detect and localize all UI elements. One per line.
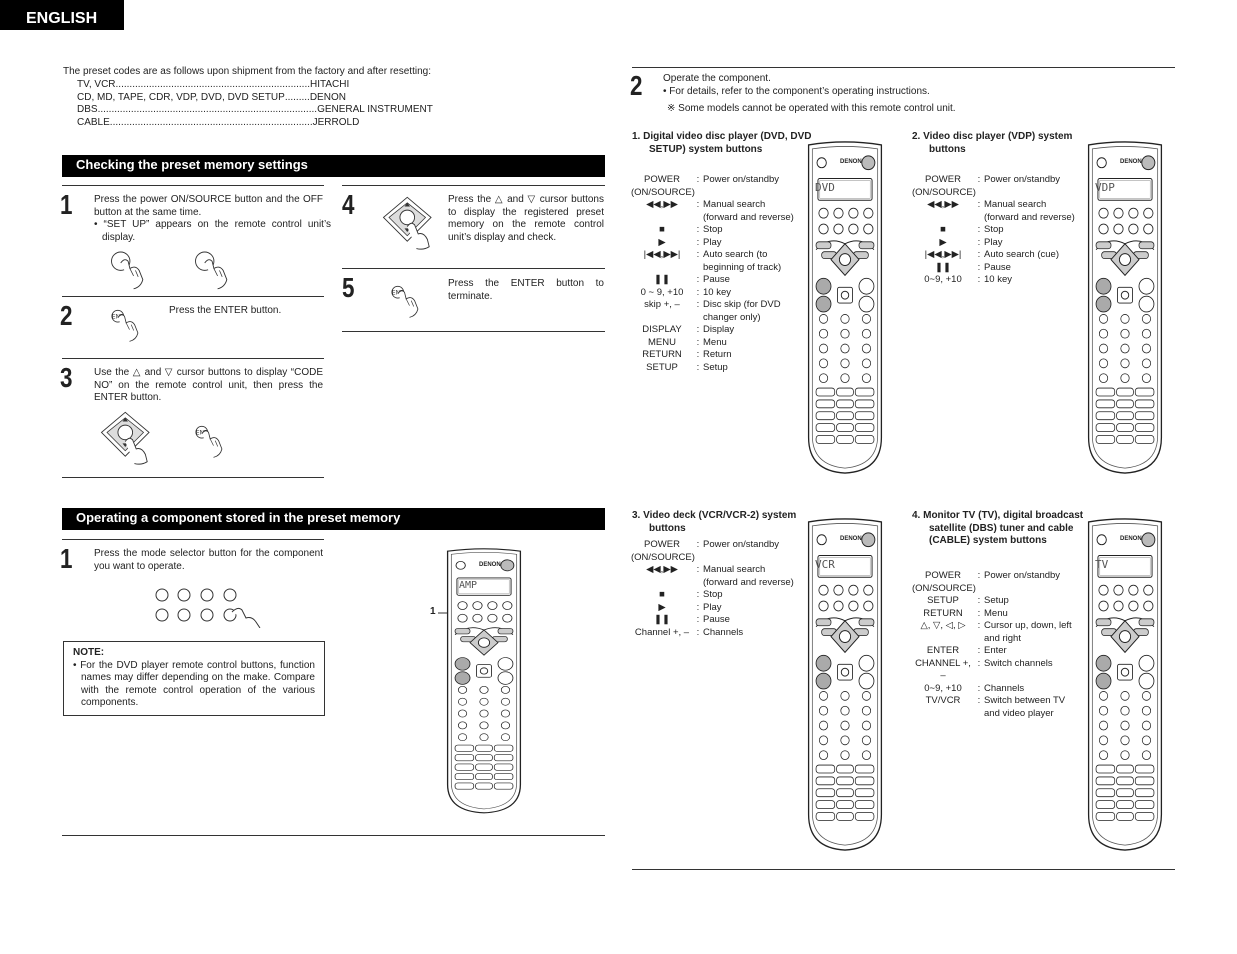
vcr-button-row bbox=[631, 614, 801, 627]
enter-button-press-icon bbox=[190, 422, 232, 460]
remote-control-tv bbox=[1083, 518, 1167, 854]
enter-button-press-icon bbox=[386, 282, 428, 320]
button-name: |◀◀,▶▶| bbox=[924, 249, 962, 260]
remote-control-dvd bbox=[803, 141, 887, 477]
remote-control-main bbox=[442, 548, 526, 816]
button-function: Stop bbox=[984, 224, 1004, 235]
vdp-button-row bbox=[912, 174, 1082, 199]
button-function: Play bbox=[984, 236, 1003, 248]
button-name: POWER (ON/SOURCE) bbox=[631, 174, 695, 198]
separator: : bbox=[977, 682, 981, 694]
preset-device: CD, MD, TAPE, CDR, VDP, DVD, DVD SETUP bbox=[77, 91, 285, 103]
note-title: NOTE: bbox=[73, 647, 105, 658]
button-function: Switch channels bbox=[984, 657, 1053, 669]
tv-button-row bbox=[912, 570, 1082, 595]
button-function: Manual search (forward and reverse) bbox=[703, 564, 794, 588]
button-name: RETURN bbox=[923, 607, 963, 619]
separator: : bbox=[696, 236, 700, 248]
preset-row bbox=[77, 79, 477, 92]
button-name: TV/VCR bbox=[925, 695, 961, 706]
preset-device: DBS bbox=[77, 104, 98, 115]
dvd-button-row bbox=[631, 174, 801, 199]
separator: : bbox=[696, 614, 700, 625]
preset-brand: GENERAL INSTRUMENT bbox=[317, 104, 433, 115]
vdp-button-row bbox=[912, 274, 1082, 287]
button-name: 0~9, +10 bbox=[924, 682, 962, 694]
dvd-button-list bbox=[631, 174, 801, 374]
dvd-button-row bbox=[631, 337, 801, 350]
power-button-press-icon bbox=[106, 248, 152, 290]
separator: : bbox=[696, 274, 700, 285]
button-function: Pause bbox=[984, 261, 1011, 273]
step-text: Press the △ and ▽ cursor buttons to display the registered preset memory on the remote control unit’s display and check. bbox=[448, 194, 604, 243]
button-name: ❚❚ bbox=[654, 274, 670, 285]
separator: : bbox=[696, 564, 700, 575]
vdp-title: 2. Video disc player (VDP) system buttons bbox=[912, 131, 1073, 155]
vcr-title: 3. Video deck (VCR/VCR-2) system buttons bbox=[632, 510, 797, 534]
vdp-button-row bbox=[912, 249, 1082, 262]
button-name: POWER (ON/SOURCE) bbox=[912, 174, 976, 198]
step-text: Press the mode selector button for the component you want to operate. bbox=[94, 548, 323, 572]
step-text: Press the power ON/SOURCE button and the OFF button at the same time. bbox=[94, 194, 323, 218]
button-function: Stop bbox=[703, 224, 723, 235]
remote-display: AMP bbox=[459, 580, 478, 591]
button-name: ◀◀,▶▶ bbox=[646, 564, 678, 575]
button-function: Power on/standby bbox=[984, 174, 1061, 185]
brand-logo: DENON bbox=[840, 536, 862, 542]
remote-display: TV bbox=[1095, 558, 1109, 571]
button-name: skip +, – bbox=[644, 299, 680, 310]
remote-control-vcr bbox=[803, 518, 887, 854]
note-box bbox=[63, 641, 325, 716]
button-name: ■ bbox=[659, 589, 665, 600]
tv-button-list bbox=[912, 570, 1082, 720]
tv-button-row bbox=[912, 645, 1082, 658]
tv-button-row bbox=[912, 658, 1082, 683]
button-function: Cursor up, down, left and right bbox=[984, 620, 1072, 644]
note-text: • For the DVD player remote control buttons, function names may differ depending on the make. Compare with the remote control operation of the various components. bbox=[73, 659, 315, 708]
button-name: POWER (ON/SOURCE) bbox=[631, 539, 695, 563]
separator: : bbox=[696, 336, 700, 348]
vcr-button-row bbox=[631, 627, 801, 640]
step-text: Operate the component. bbox=[663, 73, 771, 84]
button-function: Manual search (forward and reverse) bbox=[984, 199, 1075, 223]
mode-selector-buttons-icon bbox=[150, 586, 270, 628]
button-name: 0~9, +10 bbox=[924, 274, 962, 285]
separator: : bbox=[977, 261, 981, 273]
separator: : bbox=[696, 349, 700, 360]
separator: : bbox=[977, 645, 981, 656]
preset-brand: HITACHI bbox=[310, 79, 350, 90]
button-function: Setup bbox=[703, 361, 728, 373]
button-name: ▶ bbox=[658, 236, 666, 248]
separator: : bbox=[977, 249, 981, 260]
remote-display: VCR bbox=[815, 558, 835, 571]
button-function: Power on/standby bbox=[703, 539, 780, 550]
button-name: ■ bbox=[940, 224, 946, 235]
tv-button-row bbox=[912, 695, 1082, 720]
button-function: Stop bbox=[703, 589, 723, 600]
preset-brand: JERROLD bbox=[312, 116, 360, 128]
button-function: Channels bbox=[703, 626, 744, 638]
dvd-button-row bbox=[631, 199, 801, 224]
brand-logo: DENON bbox=[1120, 159, 1142, 165]
step-number: 5 bbox=[342, 272, 355, 303]
button-name: RETURN bbox=[642, 349, 682, 360]
button-function: 10 key bbox=[703, 286, 731, 298]
button-name: ▶ bbox=[939, 236, 947, 248]
button-name: ◀◀,▶▶ bbox=[646, 199, 678, 210]
separator: : bbox=[696, 299, 700, 310]
button-name: ❚❚ bbox=[935, 261, 951, 273]
separator: : bbox=[977, 657, 981, 669]
tv-button-row bbox=[912, 620, 1082, 645]
separator: : bbox=[977, 224, 981, 235]
button-name: ENTER bbox=[926, 645, 960, 656]
brand-logo: DENON bbox=[840, 159, 862, 165]
step-number: 2 bbox=[630, 70, 643, 101]
remote-control-vdp bbox=[1083, 141, 1167, 477]
dvd-button-row bbox=[631, 274, 801, 287]
separator: : bbox=[977, 236, 981, 248]
off-button-press-icon bbox=[190, 248, 236, 290]
step-number: 2 bbox=[60, 300, 73, 331]
vdp-button-row bbox=[912, 199, 1082, 224]
button-name: ▶ bbox=[658, 601, 666, 613]
button-name: CHANNEL +, – bbox=[915, 657, 971, 681]
section-title-checking: Checking the preset memory settings bbox=[62, 155, 605, 177]
preset-leader-dots: ...................................................................... bbox=[115, 79, 311, 90]
separator: : bbox=[696, 286, 700, 298]
preset-row bbox=[77, 104, 477, 117]
button-function: Auto search (cue) bbox=[984, 249, 1059, 260]
dvd-button-row bbox=[631, 249, 801, 274]
preset-leader-dots: ............................................................................... bbox=[97, 104, 318, 115]
preset-row bbox=[77, 92, 477, 105]
cursor-button-press-icon bbox=[96, 408, 160, 466]
dvd-button-row bbox=[631, 237, 801, 250]
vcr-button-list bbox=[631, 539, 801, 639]
separator: : bbox=[977, 570, 981, 581]
callout-label: 1 bbox=[430, 606, 436, 617]
separator: : bbox=[977, 595, 981, 606]
vdp-button-list bbox=[912, 174, 1082, 287]
preset-device: TV, VCR bbox=[77, 79, 116, 90]
separator: : bbox=[696, 249, 700, 260]
preset-brand: DENON bbox=[309, 91, 346, 103]
button-function: Return bbox=[703, 349, 732, 360]
preset-device: CABLE bbox=[77, 116, 110, 128]
button-function: Channels bbox=[984, 682, 1025, 694]
preset-leader-dots: ......................................................................... bbox=[109, 116, 313, 128]
button-function: Pause bbox=[703, 614, 730, 625]
vdp-button-row bbox=[912, 262, 1082, 275]
button-name: SETUP bbox=[646, 361, 678, 373]
button-name: SETUP bbox=[927, 595, 959, 606]
dvd-button-row bbox=[631, 324, 801, 337]
separator: : bbox=[696, 601, 700, 613]
vdp-button-row bbox=[912, 224, 1082, 237]
step-number: 1 bbox=[60, 543, 73, 574]
separator: : bbox=[696, 626, 700, 638]
button-name: POWER (ON/SOURCE) bbox=[912, 570, 976, 594]
step-bullet: • “SET UP” appears on the remote control unit’s display. bbox=[94, 219, 331, 243]
tv-button-row bbox=[912, 608, 1082, 621]
button-function: Play bbox=[703, 236, 722, 248]
button-name: Channel +, – bbox=[634, 626, 690, 638]
button-function: Menu bbox=[703, 336, 727, 348]
tv-button-row bbox=[912, 595, 1082, 608]
separator: : bbox=[977, 695, 981, 706]
button-function: Power on/standby bbox=[984, 570, 1061, 581]
step-number: 4 bbox=[342, 189, 355, 220]
separator: : bbox=[696, 224, 700, 235]
remote-display: VDP bbox=[1095, 181, 1115, 194]
button-function: Pause bbox=[703, 274, 730, 285]
button-name: |◀◀,▶▶| bbox=[643, 249, 681, 260]
button-name: DISPLAY bbox=[642, 324, 682, 335]
step-note: ※ Some models cannot be operated with this remote control unit. bbox=[667, 103, 956, 114]
button-function: Manual search (forward and reverse) bbox=[703, 199, 794, 223]
separator: : bbox=[696, 174, 700, 185]
language-tab: ENGLISH bbox=[0, 0, 124, 30]
separator: : bbox=[696, 539, 700, 550]
button-function: Disc skip (for DVD changer only) bbox=[703, 299, 781, 323]
button-name: ❚❚ bbox=[654, 614, 670, 625]
step-number: 1 bbox=[60, 189, 73, 220]
step-text: Press the ENTER button. bbox=[169, 305, 282, 316]
button-name: 0 ~ 9, +10 bbox=[640, 286, 684, 298]
separator: : bbox=[977, 174, 981, 185]
preset-intro: The preset codes are as follows upon shipment from the factory and after resetting: bbox=[63, 66, 431, 77]
vdp-button-row bbox=[912, 237, 1082, 250]
button-name: MENU bbox=[648, 336, 676, 348]
separator: : bbox=[977, 199, 981, 210]
dvd-button-row bbox=[631, 299, 801, 324]
step-number: 3 bbox=[60, 362, 73, 393]
brand-logo: DENON bbox=[1120, 536, 1142, 542]
dvd-button-row bbox=[631, 287, 801, 300]
vcr-button-row bbox=[631, 589, 801, 602]
vcr-button-row bbox=[631, 539, 801, 564]
button-name: ■ bbox=[659, 224, 665, 235]
button-function: Menu bbox=[984, 607, 1008, 619]
separator: : bbox=[977, 274, 981, 285]
step-bullet: • For details, refer to the component’s operating instructions. bbox=[663, 86, 930, 97]
section-title-operating: Operating a component stored in the preset memory bbox=[62, 508, 605, 530]
separator: : bbox=[696, 361, 700, 373]
button-function: Display bbox=[703, 324, 735, 335]
button-function: 10 key bbox=[984, 274, 1012, 285]
separator: : bbox=[977, 620, 981, 631]
separator: : bbox=[696, 324, 700, 335]
dvd-button-row bbox=[631, 349, 801, 362]
button-function: Auto search (to beginning of track) bbox=[703, 249, 782, 273]
separator: : bbox=[977, 607, 981, 619]
remote-display: DVD bbox=[815, 181, 835, 194]
vcr-button-row bbox=[631, 564, 801, 589]
preset-row bbox=[77, 117, 477, 130]
button-function: Setup bbox=[984, 595, 1009, 606]
tv-title: 4. Monitor TV (TV), digital broadcast satellite (DBS) tuner and cable (CABLE) system buttons bbox=[912, 510, 1084, 546]
button-name: △, ▽, ◁, ▷ bbox=[920, 620, 966, 631]
button-name: ◀◀,▶▶ bbox=[927, 199, 959, 210]
dvd-button-row bbox=[631, 224, 801, 237]
dvd-title: 1. Digital video disc player (DVD, DVD SETUP) system buttons bbox=[632, 131, 812, 155]
step-text: Use the △ and ▽ cursor buttons to display “CODE NO” on the remote control unit, then press the ENTER button. bbox=[94, 367, 323, 403]
button-function: Enter bbox=[984, 645, 1007, 656]
step-text: Press the ENTER button to terminate. bbox=[448, 278, 604, 302]
button-function: Switch between TV and video player bbox=[984, 695, 1066, 719]
preset-code-list bbox=[77, 79, 477, 129]
separator: : bbox=[696, 589, 700, 600]
button-function: Play bbox=[703, 601, 722, 613]
brand-logo: DENON bbox=[479, 562, 501, 568]
tv-button-row bbox=[912, 683, 1082, 696]
enter-button-press-icon bbox=[106, 306, 148, 344]
cursor-button-press-icon bbox=[378, 193, 442, 251]
preset-leader-dots: ......... bbox=[284, 91, 310, 103]
vcr-button-row bbox=[631, 602, 801, 615]
button-function: Power on/standby bbox=[703, 174, 780, 185]
dvd-button-row bbox=[631, 362, 801, 375]
separator: : bbox=[696, 199, 700, 210]
